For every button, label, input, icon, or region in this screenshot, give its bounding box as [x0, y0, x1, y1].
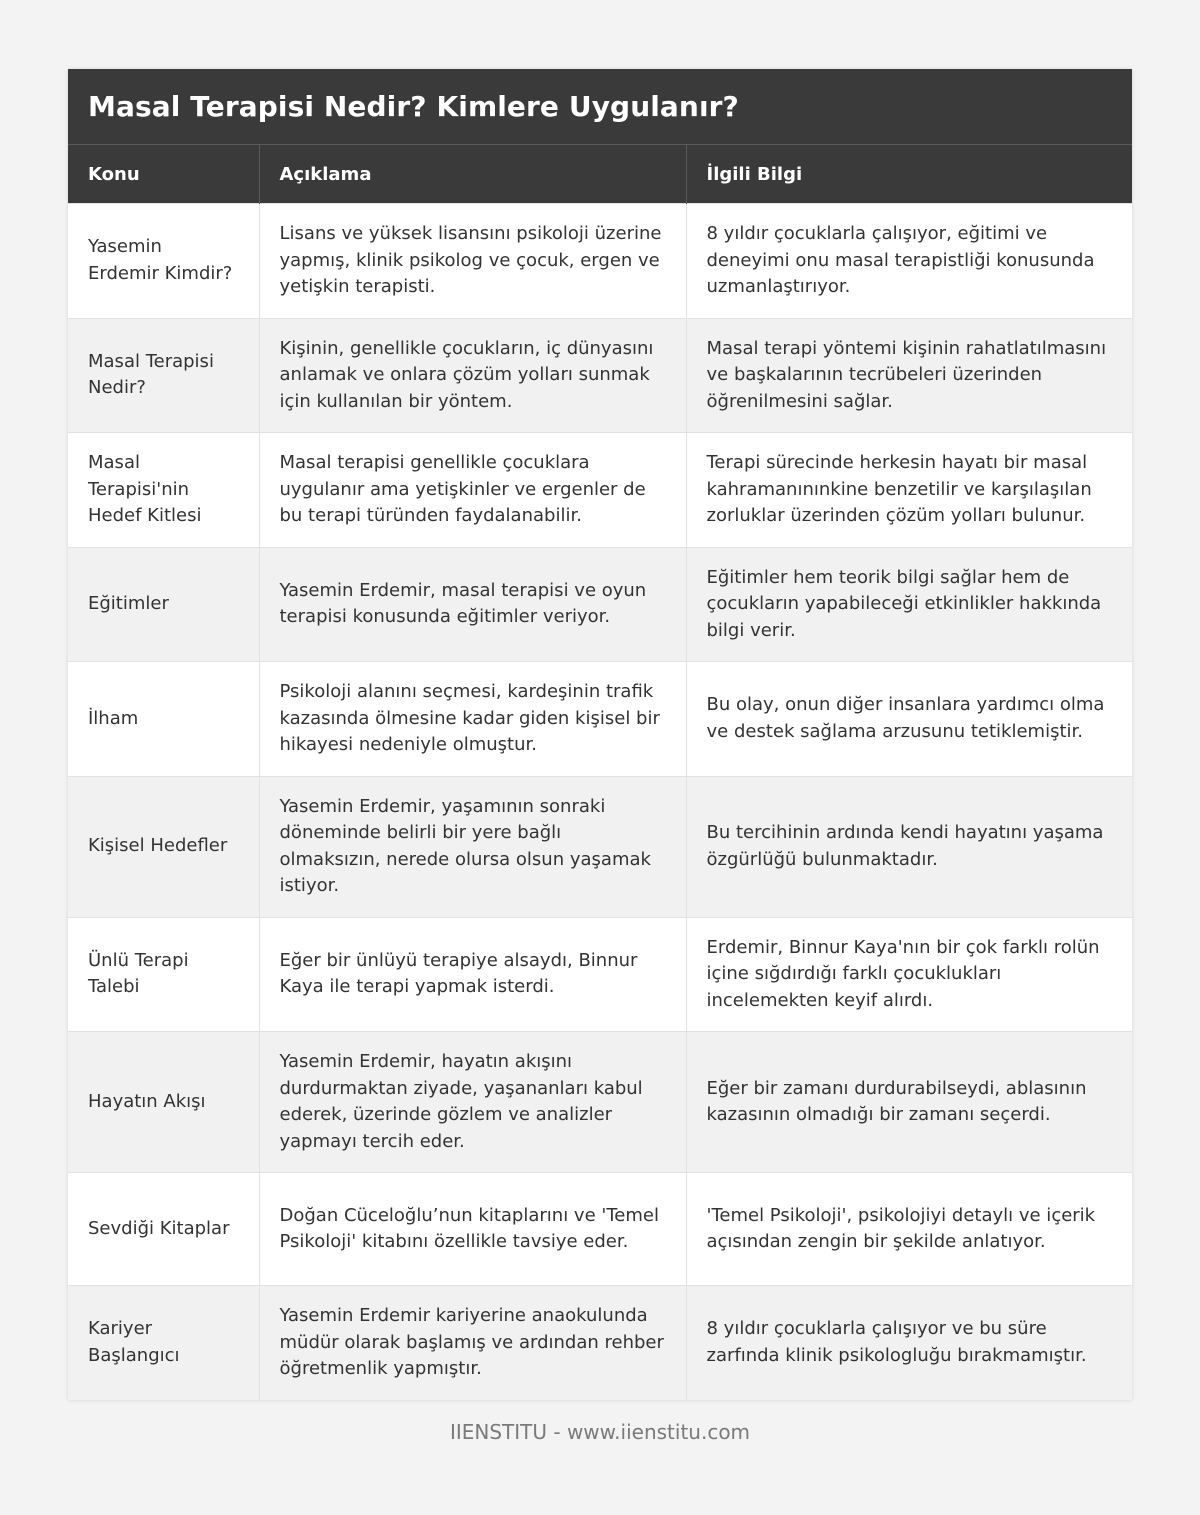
cell-konu: Hayatın Akışı [68, 1032, 259, 1173]
cell-konu: Yasemin Erdemir Kimdir? [68, 204, 259, 319]
page-title: Masal Terapisi Nedir? Kimlere Uygulanır? [88, 90, 739, 123]
cell-ilgili-bilgi: 8 yıldır çocuklarla çalışıyor ve bu süre zarfında klinik psikologluğu bırakmamıştır. [686, 1286, 1132, 1400]
title-bar [68, 69, 1132, 144]
table-row [68, 318, 1132, 433]
cell-konu: Sevdiği Kitaplar [68, 1173, 259, 1286]
cell-ilgili-bilgi: Masal terapi yöntemi kişinin rahatlatılmasını ve başkalarının tecrübeleri üzerinden öğrenilmesini sağlar. [686, 318, 1132, 433]
table-row [68, 917, 1132, 1032]
table-row [68, 1173, 1132, 1286]
table-row [68, 433, 1132, 548]
cell-aciklama: Lisans ve yüksek lisansını psikoloji üzerine yapmış, klinik psikolog ve çocuk, ergen ve yetişkin terapisti. [259, 204, 686, 319]
cell-aciklama: Masal terapisi genellikle çocuklara uygulanır ama yetişkinler ve ergenler de bu terapi türünden faydalanabilir. [259, 433, 686, 548]
footer-credit: IIENSTITU - www.iienstitu.com [449, 1420, 751, 1444]
table-row [68, 662, 1132, 777]
info-table-card [68, 69, 1132, 1400]
table-row [68, 547, 1132, 662]
info-table [68, 144, 1132, 1400]
cell-aciklama: Psikoloji alanını seçmesi, kardeşinin trafik kazasında ölmesine kadar giden kişisel bir hikayesi nedeniyle olmuştur. [259, 662, 686, 777]
table-row [68, 204, 1132, 319]
cell-konu: Kişisel Hedefler [68, 776, 259, 917]
cell-aciklama: Yasemin Erdemir, hayatın akışını durdurmaktan ziyade, yaşananları kabul ederek, üzerinde gözlem ve analizler yapmayı tercih eder. [259, 1032, 686, 1173]
cell-aciklama: Yasemin Erdemir, yaşamının sonraki döneminde belirli bir yere bağlı olmaksızın, nerede olursa olsun yaşamak istiyor. [259, 776, 686, 917]
cell-ilgili-bilgi: Eğer bir zamanı durdurabilseydi, ablasının kazasının olmadığı bir zamanı seçerdi. [686, 1032, 1132, 1173]
cell-ilgili-bilgi: Bu olay, onun diğer insanlara yardımcı olma ve destek sağlama arzusunu tetiklemiştir. [686, 662, 1132, 777]
table-header-row [68, 145, 1132, 204]
cell-aciklama: Kişinin, genellikle çocukların, iç dünyasını anlamak ve onlara çözüm yolları sunmak için kullanılan bir yöntem. [259, 318, 686, 433]
table-row [68, 776, 1132, 917]
cell-konu: İlham [68, 662, 259, 777]
cell-ilgili-bilgi: Erdemir, Binnur Kaya'nın bir çok farklı rolün içine sığdırdığı farklı çocuklukları incelemekten keyif alırdı. [686, 917, 1132, 1032]
cell-aciklama: Doğan Cüceloğlu’nun kitaplarını ve 'Temel Psikoloji' kitabını özellikle tavsiye eder. [259, 1173, 686, 1286]
cell-aciklama: Yasemin Erdemir kariyerine anaokulunda müdür olarak başlamış ve ardından rehber öğretmenlik yapmıştır. [259, 1286, 686, 1400]
column-header-konu: Konu [68, 145, 259, 204]
cell-konu: Kariyer Başlangıcı [68, 1286, 259, 1400]
cell-aciklama: Yasemin Erdemir, masal terapisi ve oyun terapisi konusunda eğitimler veriyor. [259, 547, 686, 662]
cell-konu: Ünlü Terapi Talebi [68, 917, 259, 1032]
cell-konu: Masal Terapisi'nin Hedef Kitlesi [68, 433, 259, 548]
cell-ilgili-bilgi: 'Temel Psikoloji', psikolojiyi detaylı ve içerik açısından zengin bir şekilde anlatıyor. [686, 1173, 1132, 1286]
cell-aciklama: Eğer bir ünlüyü terapiye alsaydı, Binnur Kaya ile terapi yapmak isterdi. [259, 917, 686, 1032]
column-header-aciklama: Açıklama [259, 145, 686, 204]
table-row [68, 1032, 1132, 1173]
cell-ilgili-bilgi: Eğitimler hem teorik bilgi sağlar hem de çocukların yapabileceği etkinlikler hakkında bilgi verir. [686, 547, 1132, 662]
cell-konu: Eğitimler [68, 547, 259, 662]
cell-ilgili-bilgi: Bu tercihinin ardında kendi hayatını yaşama özgürlüğü bulunmaktadır. [686, 776, 1132, 917]
cell-konu: Masal Terapisi Nedir? [68, 318, 259, 433]
cell-ilgili-bilgi: Terapi sürecinde herkesin hayatı bir masal kahramanınınkine benzetilir ve karşılaşılan zorluklar üzerinden çözüm yolları bulunur. [686, 433, 1132, 548]
cell-ilgili-bilgi: 8 yıldır çocuklarla çalışıyor, eğitimi ve deneyimi onu masal terapistliği konusunda uzmanlaştırıyor. [686, 204, 1132, 319]
table-row [68, 1286, 1132, 1400]
column-header-ilgili-bilgi: İlgili Bilgi [686, 145, 1132, 204]
